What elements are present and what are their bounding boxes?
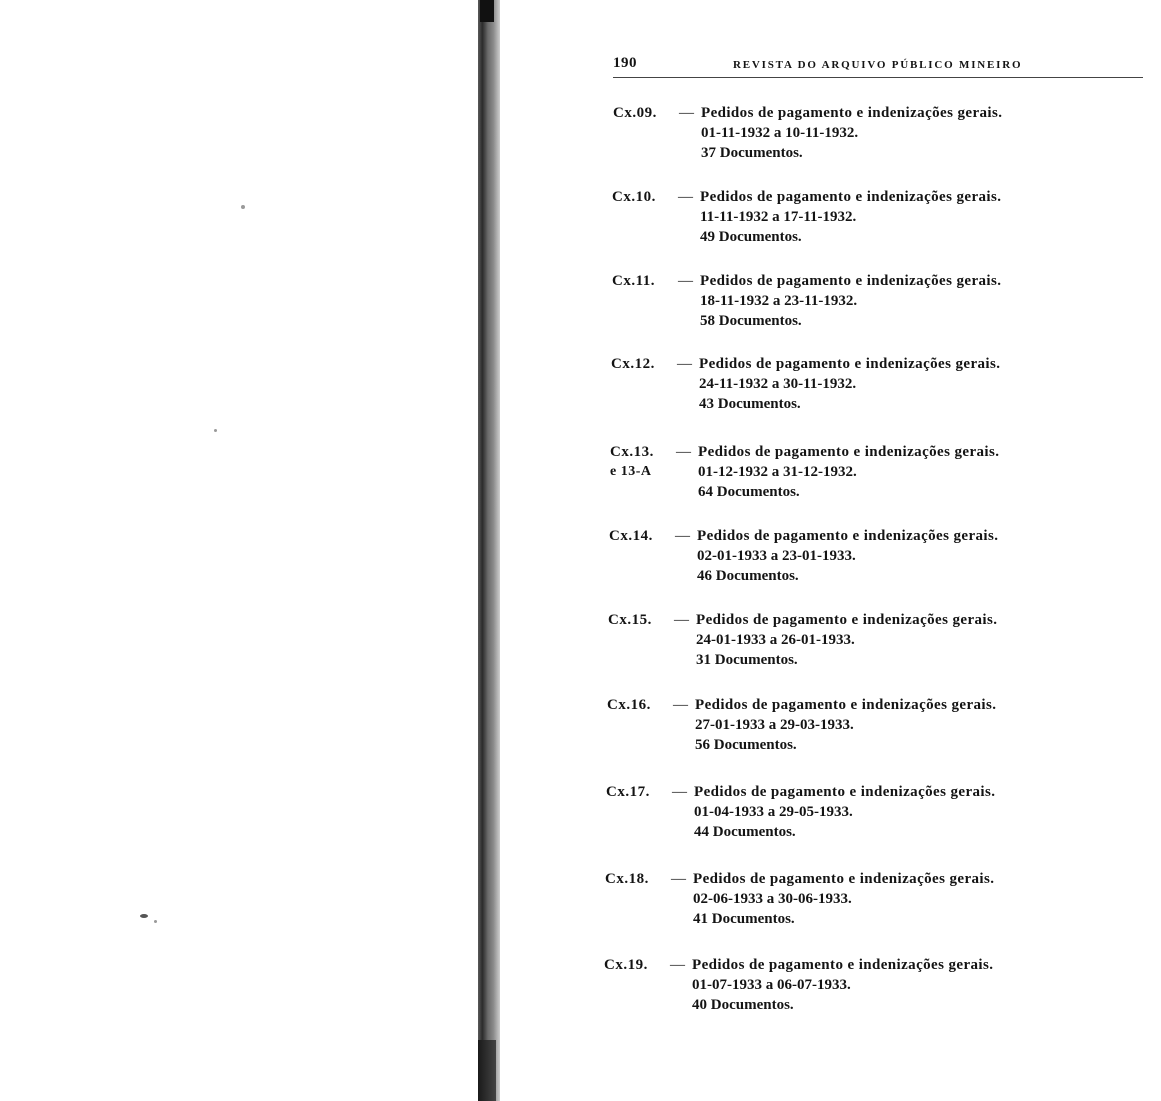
entry-description: Pedidos de pagamento e indenizações gerais.	[697, 528, 999, 544]
entry-dash: —	[677, 356, 692, 372]
entry-dash: —	[675, 528, 690, 544]
list-item	[609, 526, 1161, 590]
entry-body	[700, 271, 1120, 331]
entry-document-count: 31 Documentos.	[696, 652, 798, 668]
entry-body	[694, 782, 1114, 842]
entry-date-range: 24-11-1932 a 30-11-1932.	[699, 376, 857, 392]
paper-speck	[214, 429, 217, 432]
entry-body	[693, 869, 1113, 929]
entry-body	[698, 442, 1118, 502]
entry-date-range: 01-07-1933 a 06-07-1933.	[692, 977, 851, 993]
entry-date-range: 01-04-1933 a 29-05-1933.	[694, 804, 853, 820]
entry-body	[697, 526, 1117, 586]
entry-document-count: 44 Documentos.	[694, 824, 796, 840]
right-page	[500, 0, 1161, 1101]
paper-speck	[154, 920, 157, 923]
paper-speck	[241, 205, 245, 209]
entry-dash: —	[678, 189, 693, 205]
entry-description: Pedidos de pagamento e indenizações gerais.	[699, 356, 1001, 372]
box-code: Cx.11.	[612, 273, 656, 289]
list-item	[608, 610, 1161, 674]
entry-date-range: 02-06-1933 a 30-06-1933.	[693, 891, 852, 907]
list-item	[605, 869, 1161, 933]
entry-dash: —	[673, 697, 688, 713]
entry-dash: —	[671, 871, 686, 887]
running-head	[613, 55, 1143, 79]
entry-body	[695, 695, 1115, 755]
left-page-blank	[0, 0, 478, 1101]
entry-description: Pedidos de pagamento e indenizações gerais.	[698, 444, 1000, 460]
entry-date-range: 11-11-1932 a 17-11-1932.	[700, 209, 857, 225]
list-item	[606, 782, 1161, 846]
page-number: 190	[613, 55, 637, 71]
header-rule	[613, 77, 1143, 78]
entry-body	[701, 103, 1121, 163]
entry-document-count: 64 Documentos.	[698, 484, 800, 500]
box-code: Cx.19.	[604, 957, 648, 973]
entry-dash: —	[670, 957, 685, 973]
box-code: Cx.16.	[607, 697, 651, 713]
journal-title: REVISTA DO ARQUIVO PÚBLICO MINEIRO	[733, 59, 1023, 71]
box-code: Cx.18.	[605, 871, 649, 887]
entry-description: Pedidos de pagamento e indenizações gerais.	[696, 612, 998, 628]
list-item	[613, 103, 1161, 167]
list-item	[607, 695, 1161, 759]
box-code: Cx.09.	[613, 105, 657, 121]
entry-dash: —	[679, 105, 694, 121]
entry-document-count: 56 Documentos.	[695, 737, 797, 753]
entry-description: Pedidos de pagamento e indenizações gerais.	[693, 871, 995, 887]
entry-document-count: 43 Documentos.	[699, 396, 801, 412]
entry-date-range: 27-01-1933 a 29-03-1933.	[695, 717, 854, 733]
list-item	[611, 354, 1161, 418]
entry-description: Pedidos de pagamento e indenizações gerais.	[692, 957, 994, 973]
entry-body	[699, 354, 1119, 414]
entry-dash: —	[678, 273, 693, 289]
entry-dash: —	[676, 444, 691, 460]
box-code: Cx.13. e 13-A	[610, 444, 654, 479]
box-code: Cx.17.	[606, 784, 650, 800]
entry-dash: —	[672, 784, 687, 800]
entry-document-count: 40 Documentos.	[692, 997, 794, 1013]
gutter-shadow-bottom	[478, 1040, 496, 1101]
book-gutter	[478, 0, 500, 1101]
entry-document-count: 49 Documentos.	[700, 229, 802, 245]
entry-description: Pedidos de pagamento e indenizações gerais.	[700, 189, 1002, 205]
box-code: Cx.10.	[612, 189, 656, 205]
entry-date-range: 01-12-1932 a 31-12-1932.	[698, 464, 857, 480]
entry-document-count: 46 Documentos.	[697, 568, 799, 584]
paper-speck	[140, 914, 148, 918]
entry-date-range: 18-11-1932 a 23-11-1932.	[700, 293, 858, 309]
list-item	[612, 271, 1161, 335]
entry-body	[692, 955, 1112, 1015]
entry-document-count: 37 Documentos.	[701, 145, 803, 161]
entry-body	[696, 610, 1116, 670]
entry-body	[700, 187, 1120, 247]
entry-description: Pedidos de pagamento e indenizações gerais.	[700, 273, 1002, 289]
list-item	[604, 955, 1161, 1019]
list-item	[612, 187, 1161, 251]
gutter-shadow-top	[480, 0, 494, 22]
entry-date-range: 24-01-1933 a 26-01-1933.	[696, 632, 855, 648]
entry-document-count: 58 Documentos.	[700, 313, 802, 329]
entry-dash: —	[674, 612, 689, 628]
entry-date-range: 01-11-1932 a 10-11-1932.	[701, 125, 859, 141]
list-item	[610, 442, 1161, 506]
entry-description: Pedidos de pagamento e indenizações gerais.	[694, 784, 996, 800]
box-code: Cx.14.	[609, 528, 653, 544]
entry-description: Pedidos de pagamento e indenizações gerais.	[701, 105, 1003, 121]
box-code: Cx.12.	[611, 356, 655, 372]
entry-description: Pedidos de pagamento e indenizações gerais.	[695, 697, 997, 713]
box-code: Cx.15.	[608, 612, 652, 628]
entry-date-range: 02-01-1933 a 23-01-1933.	[697, 548, 856, 564]
entry-document-count: 41 Documentos.	[693, 911, 795, 927]
